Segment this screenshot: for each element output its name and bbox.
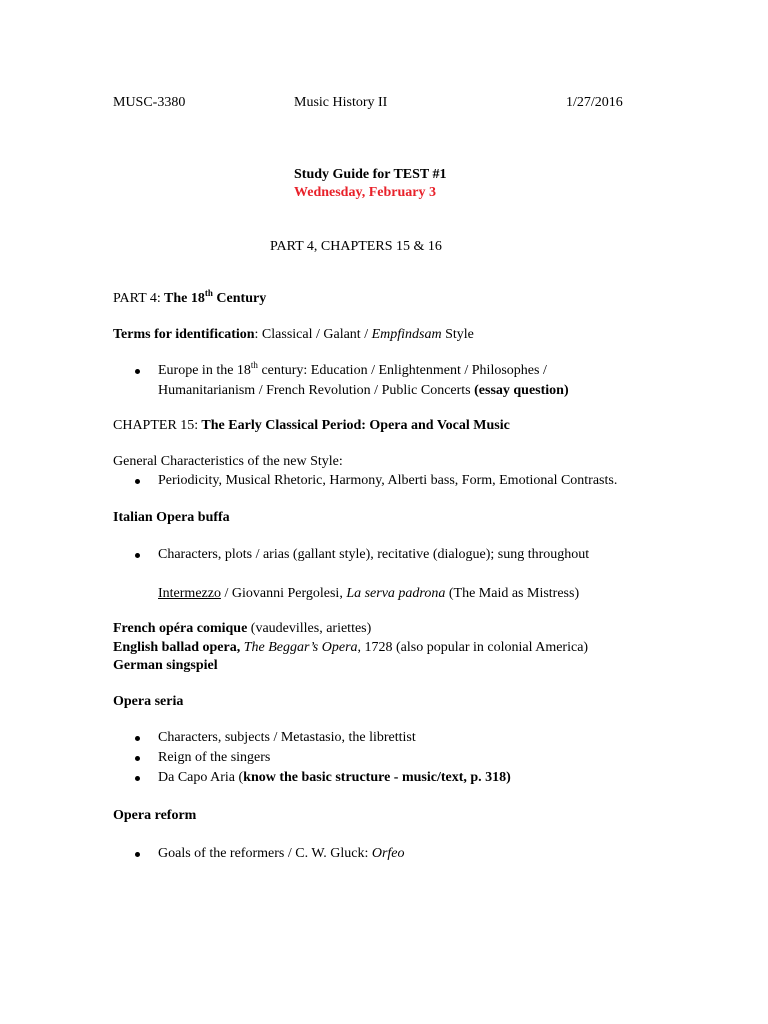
dacapo-bullet: Da Capo Aria (know the basic structure - music/text, p. 318)	[158, 770, 511, 785]
italian-bullet: Characters, plots / arias (gallant style), recitative (dialogue); sung throughout	[158, 547, 590, 562]
chapter15-heading: CHAPTER 15: The Early Classical Period: Opera and Vocal Music	[113, 418, 510, 433]
header-date: 1/27/2016	[566, 95, 623, 110]
general-bullet: Periodicity, Musical Rhetoric, Harmony, Alberti bass, Form, Emotional Contrasts.	[158, 473, 618, 488]
bullet-dot	[135, 553, 140, 558]
intermezzo-line: Intermezzo / Giovanni Pergolesi, La serva padrona (The Maid as Mistress)	[158, 586, 580, 601]
course-title: Music History II	[294, 95, 388, 110]
english-opera-line: English ballad opera, The Beggar’s Opera, 1728 (also popular in colonial America)	[113, 640, 589, 655]
seria-bullet: Reign of the singers	[158, 750, 271, 765]
bullet-dot	[135, 369, 140, 374]
course-code: MUSC-3380	[113, 95, 186, 110]
opera-reform-heading: Opera reform	[113, 808, 197, 823]
reform-bullet: Goals of the reformers / C. W. Gluck: Orfeo	[158, 846, 405, 861]
bullet-dot	[135, 736, 140, 741]
part-heading: PART 4, CHAPTERS 15 & 16	[270, 239, 442, 254]
french-opera-line: French opéra comique (vaudevilles, ariettes)	[113, 621, 372, 636]
exam-date: Wednesday, February 3	[294, 185, 436, 200]
general-characteristics: General Characteristics of the new Style:	[113, 454, 343, 469]
bullet-dot	[135, 479, 140, 484]
part4-heading: PART 4: The 18th Century	[113, 288, 267, 306]
europe-bullet-line2: Humanitarianism / French Revolution / Public Concerts (essay question)	[158, 383, 569, 398]
study-guide-title: Study Guide for TEST #1	[294, 167, 447, 182]
italian-opera-heading: Italian Opera buffa	[113, 510, 230, 525]
seria-bullet: Characters, subjects / Metastasio, the librettist	[158, 730, 416, 745]
opera-seria-heading: Opera seria	[113, 694, 184, 709]
terms-line: Terms for identification: Classical / Galant / Empfindsam Style	[113, 327, 474, 342]
bullet-dot	[135, 852, 140, 857]
german-singspiel: German singspiel	[113, 658, 218, 673]
bullet-dot	[135, 756, 140, 761]
europe-bullet-line1: Europe in the 18th century: Education / Enlightenment / Philosophes /	[158, 360, 547, 378]
bullet-dot	[135, 776, 140, 781]
